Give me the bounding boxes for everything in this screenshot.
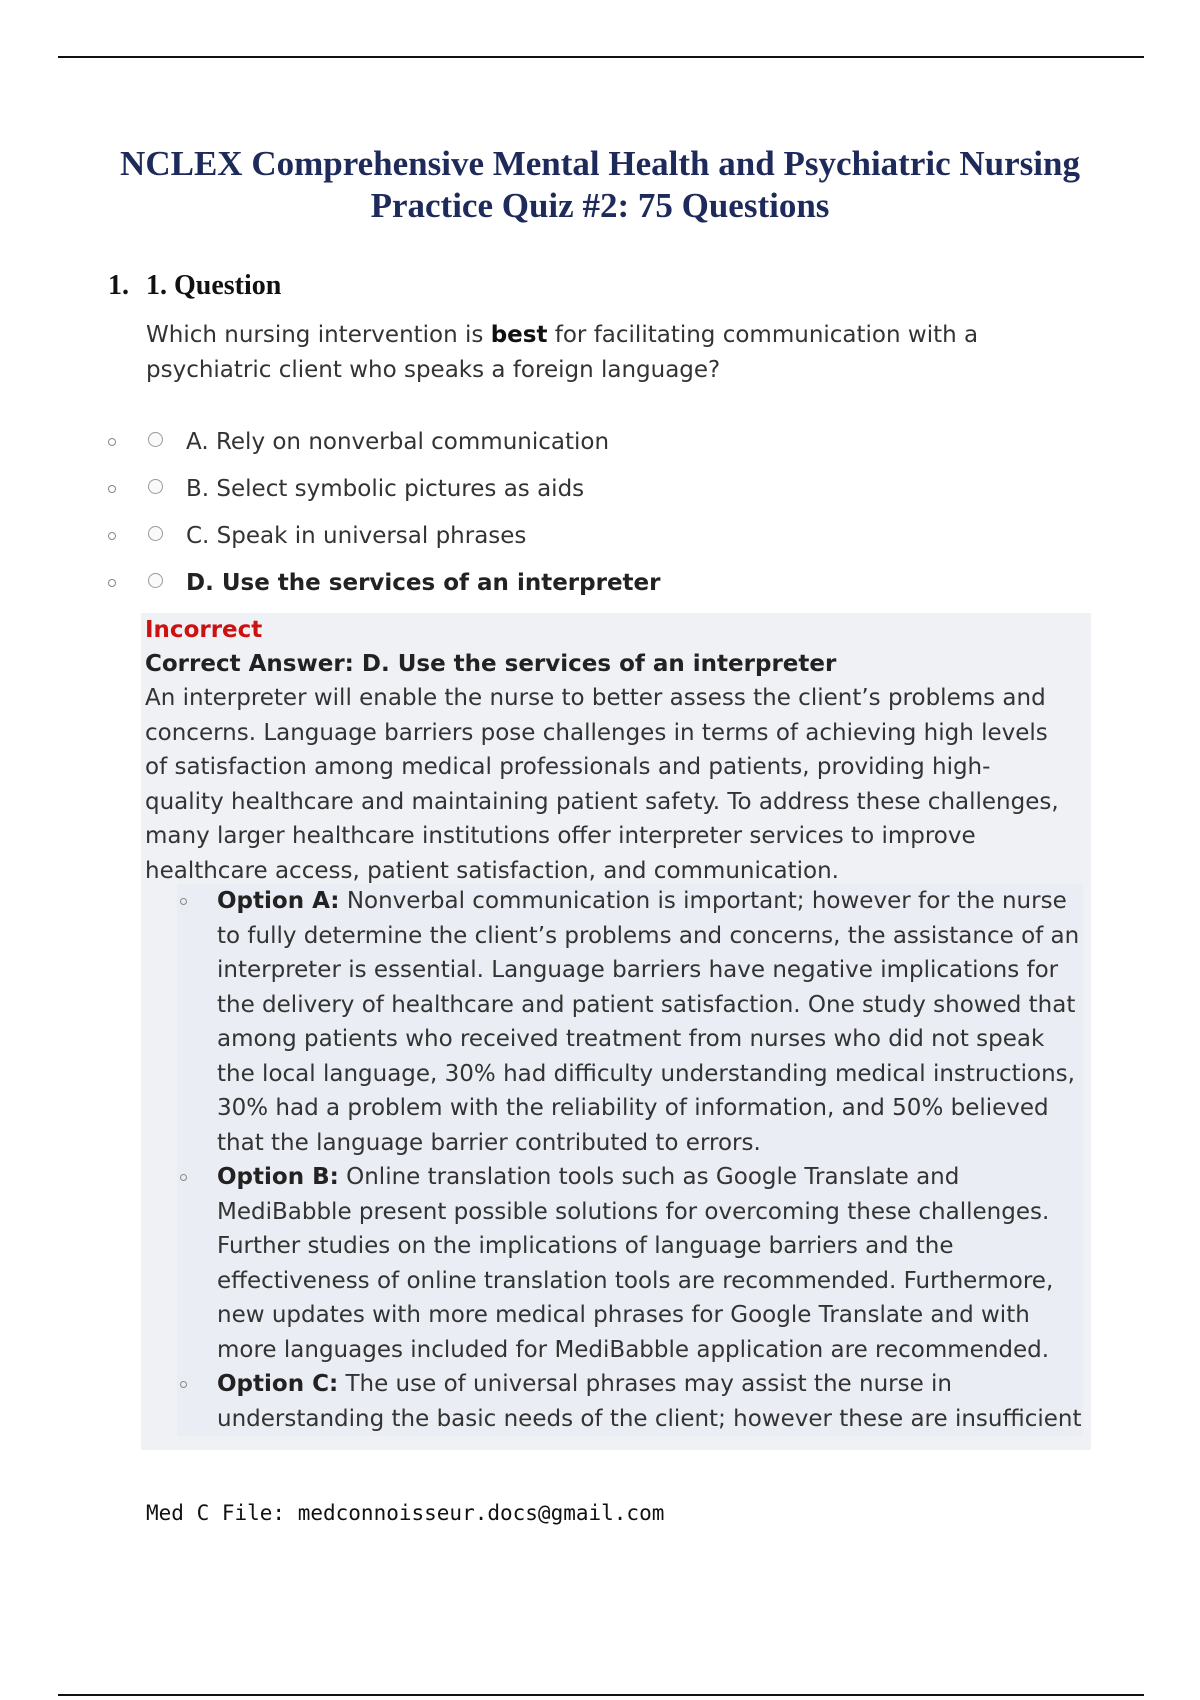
list-bullet-icon bbox=[180, 1174, 187, 1181]
option-rationale-text: The use of universal phrases may assist the nurse in understanding the basic needs of the client; however these are insufficient bbox=[217, 1371, 1082, 1432]
radio-button[interactable] bbox=[148, 526, 163, 541]
explanation-text: An interpreter will enable the nurse to better assess the client’s problems and concerns. Language barriers pose challenges in terms of achieving high levels of satisfaction among medical professionals and patients, providing high- quality healthcare and maintaining patient safety. To address these challenges, many larger healthcare institutions offer interpreter services to improve healthcare access, patient satisfaction, and communication. bbox=[145, 685, 1059, 884]
radio-button[interactable] bbox=[148, 573, 163, 588]
answer-option-label: B. Select symbolic pictures as aids bbox=[186, 476, 585, 502]
option-rationale-a bbox=[177, 884, 1083, 1160]
page-title: NCLEX Comprehensive Mental Health and Psychiatric Nursing Practice Quiz #2: 75 Questions bbox=[120, 144, 1080, 225]
list-bullet-icon bbox=[108, 485, 116, 493]
question-text bbox=[146, 318, 1026, 388]
question-text-end: for facilitating communication with a psychiatric client who speaks a foreign language? bbox=[146, 322, 979, 383]
radio-button[interactable] bbox=[148, 432, 163, 447]
answer-option-label: A. Rely on nonverbal communication bbox=[186, 429, 610, 455]
list-bullet-icon bbox=[180, 898, 187, 905]
option-rationale-text: Nonverbal communication is important; however for the nurse to fully determine the client’s problems and concerns, the assistance of an interpreter is essential. Language barriers have negative implications for the delivery of healthcare and patient satisfaction. One study showed that among patients who received treatment from nurses who did not speak the local language, 30% had difficulty understanding medical instructions, 30% had a problem with the reliability of information, and 50% believed that the language barrier contributed to errors. bbox=[217, 888, 1080, 1156]
option-rationales bbox=[177, 884, 1083, 1436]
question-heading bbox=[108, 268, 281, 304]
correct-answer: Correct Answer: D. Use the services of an interpreter bbox=[145, 651, 837, 677]
result-status: Incorrect bbox=[145, 617, 263, 643]
question-number: 1. bbox=[108, 270, 129, 301]
question-text-start: Which nursing intervention is bbox=[146, 322, 491, 348]
list-bullet-icon bbox=[108, 579, 116, 587]
bottom-rule bbox=[58, 1694, 1144, 1696]
option-rationale-b bbox=[177, 1160, 1083, 1367]
feedback-panel bbox=[141, 613, 1091, 1450]
option-rationale-name: Option B: bbox=[217, 1164, 339, 1190]
footer-contact: Med C File: medconnoisseur.docs@gmail.com bbox=[146, 1501, 665, 1525]
radio-button[interactable] bbox=[148, 479, 163, 494]
option-rationale-name: Option A: bbox=[217, 888, 340, 914]
top-rule bbox=[58, 56, 1144, 58]
option-rationale-name: Option C: bbox=[217, 1371, 339, 1397]
option-rationale-c bbox=[177, 1367, 1083, 1436]
list-bullet-icon bbox=[108, 438, 116, 446]
answer-option-label: C. Speak in universal phrases bbox=[186, 523, 527, 549]
question-text-emphasis: best bbox=[490, 322, 548, 348]
list-bullet-icon bbox=[108, 532, 116, 540]
question-heading-label: 1. Question bbox=[146, 270, 282, 301]
answer-option-label: D. Use the services of an interpreter bbox=[186, 570, 661, 596]
list-bullet-icon bbox=[180, 1381, 187, 1388]
option-rationale-text: Online translation tools such as Google Translate and MediBabble present possible solutions for overcoming these challenges. Further studies on the implications of language barriers and the effectiveness of online translation tools are recommended. Furthermore, new updates with more medical phrases for Google Translate and with more languages included for MediBabble application are recommended. bbox=[217, 1164, 1054, 1363]
